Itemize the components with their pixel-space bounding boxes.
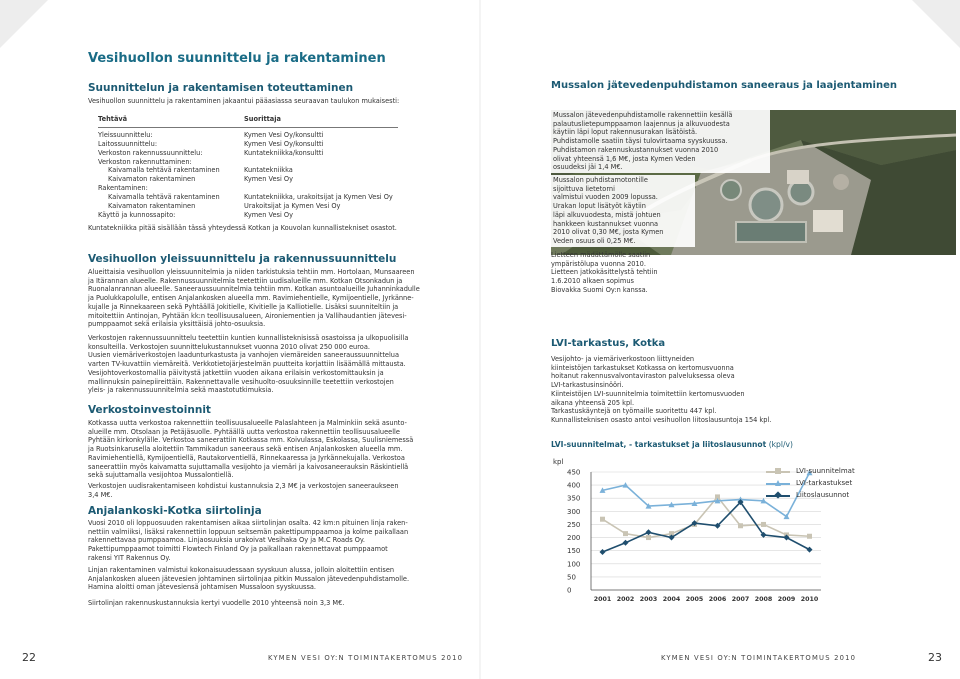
table-cell-doer: Urakoitsijat ja Kymen Vesi Oy [244,202,341,211]
data-point [600,549,606,555]
table-cell-task: Kaivamalla tehtävä rakentaminen [108,166,220,175]
legend-item [766,490,855,502]
x-tick-label: 2010 [800,596,819,603]
page-corner-decoration [0,0,48,48]
legend-item [766,478,855,490]
table-cell-doer: Kymen Vesi Oy/konsultti [244,139,324,148]
table-header-task: Tehtävä [98,115,128,123]
data-point [600,517,605,522]
table-cell-task: Laitossuunnittelu: [98,139,158,148]
table-cell-task: Yleissuunnittelu: [98,130,153,139]
table-row [98,158,428,167]
footer-left: KYMEN VESI OY:N TOIMINTAKERTOMUS 2010 [268,654,464,662]
x-tick-label: 2001 [593,596,612,603]
table-rows [98,131,428,220]
data-point [646,535,651,540]
left-page [0,0,479,679]
table-cell-task: Verkoston rakennuttaminen: [98,157,192,166]
x-tick-label: 2008 [754,596,773,603]
treatment-plant-paragraph-1: Mussalon jätevedenpuhdistamolle rakennettiin kesällä palautuslietepumppaamon laajennus ja alkuvuodesta käytiin läpi loput rakennusurakan lisätöistä. Puhdistamolle saatiin täysi tulovirtaama syyskuussa. Puhdistamon rakennuskustannukset vuonna 2010 olivat yhteensä 1,6 M€, josta Kymen Veden osuudeksi jäi 1,4 M€. [551,110,770,173]
y-tick-label: 350 [567,494,581,503]
data-point [738,523,743,528]
legend-marker [774,491,781,498]
legend-item [766,466,855,478]
table-cell-doer: Kuntatekniikka/konsultti [244,148,324,157]
legend-label: LVI-tarkastukset [796,479,853,487]
page-number-left: 22 [22,651,36,664]
left-page-title: Vesihuollon suunnittelu ja rakentaminen [88,51,386,66]
table-note: Kuntatekniikka pitää sisällään tässä yhteydessä Kotkan ja Kouvolan kunnallistekniset osastot. [88,224,397,232]
table-row [98,202,428,211]
table-cell-doer: Kuntatekniikka, urakoitsijat ja Kymen Vesi Oy [244,193,393,202]
section-heading-treatment-plant: Mussalon jätevedenpuhdistamon saneeraus ja laajentaminen [551,80,897,91]
page-number-right: 23 [928,651,942,664]
table-row [98,193,428,202]
legend-label: LVI-suunnitelmat [796,467,855,475]
right-page [481,0,960,679]
chart-legend [766,466,855,502]
y-tick-label: 50 [567,573,576,582]
table-row [98,149,428,158]
lvi-inspection-paragraph: Vesijohto- ja viemäriverkostoon liittyneiden kiinteistöjen tarkastukset Kotkassa on kertomusvuonna hoitanut rakennusvalvontaviraston palveluksessa oleva LVI-tarkastusinsinööri. Kiinteistöjen LVI-suunnitelmia toimitettiin kertomusvuoden aikana yhteensä 205 kpl. Tarkastuskäyntejä on työmaille suoritettu 447 kpl. Kunnallisteknisen osasto antoi vesihuollon liitoslausuntoja 154 kpl. [551,355,772,424]
section-heading-transfer-line: Anjalankoski-Kotka siirtolinja [88,505,262,517]
network-investments-paragraph-1: Kotkassa uutta verkostoa rakennettiin teollisuusalueelle Palaslahteen ja Malminkiin sekä asunto- alueille mm. Otsolaan ja Petäjäsuolle. Pyhtäällä uutta verkostoa rakennettiin teollisuusalueelle Pyhtään kirkonkylälle. Verkostoa saneerattiin Kotkassa mm. Koivulassa, Eskolassa, Suulisniemessä ja Ruotsinkarusella aloitettiin Tammikadun saneeraus sekä entisen Anjalankosken alueella mm. Ravimiehentiellä, Kymijoentiellä, Rautakorventiellä, Rinnekaaressa ja Jyrkännekujalla. Verkostoa saneerattiin myös kaivamatta sujuttamalla vesijohto ja viemäri ja kaivosaneerauksin Räskintiellä sekä sujuttamalla vesijohtoa Mussalontiellä. [88,419,414,480]
table-cell-task: Kaivamaton rakentaminen [108,175,196,184]
x-tick-label: 2009 [777,596,796,603]
page-corner-decoration [912,0,960,48]
y-tick-label: 150 [567,547,581,556]
table-cell-task: Kaivamalla tehtävä rakentaminen [108,193,220,202]
y-tick-label: 400 [567,481,581,490]
table-divider [98,124,398,128]
chart-title-unit: (kpl/v) [768,440,793,449]
chart-title: LVI-suunnitelmat, - tarkastukset ja liitoslausunnot [551,440,767,449]
transfer-line-paragraph-3: Siirtolinjan rakennuskustannuksia kertyi vuodelle 2010 yhteensä noin 3,3 M€. [88,599,345,607]
x-tick-label: 2002 [616,596,635,603]
table-row [98,184,428,193]
data-point [646,529,652,535]
y-tick-label: 100 [567,560,581,569]
table-header-doer: Suorittaja [244,115,281,123]
x-tick-label: 2007 [731,596,750,603]
table-row [98,175,428,184]
data-point [807,534,812,539]
general-planning-paragraph-1: Alueittaisia vesihuollon yleissuunnitelmia ja niiden tarkistuksia tehtiin mm. Hortolaan, Munsaareen ja Itärannan alueelle. Rakennussuunnitelmia teetettiin uudisalueille mm. Kotkan Otsonkadun ja Ruonalanrannan alueelle. Saneeraussuunnitelmia tehtiin mm. Kotkan asuntoalueille Juhanninkadulle ja Puolukkapolulle, entisen Anjalankosken alueella mm. Ravimiehentielle, Kymijoentielle, Jyrkänne- kujalle ja Rinnekaareen sekä Pyhtäällä Jokitielle, Kivitielle ja Kalliotielle. Lisäksi suunniteltiin ja mitoitettiin Antinojan, Pyhtään kk:n teollisuusalueen, Aironiementien ja Vallihaudantien jätevesi- pumppaamot sekä erilaisia yksittäisiä johto-osuuksia. [88,268,420,329]
table-cell-task: Verkoston rakennussuunnittelu: [98,148,203,157]
legend-label: Liitoslausunnot [796,491,850,499]
y-tick-label: 300 [567,507,581,516]
section-intro: Vesihuollon suunnittelu ja rakentaminen jakaantui pääasiassa seuraavan taulukon mukaisesti: [88,97,400,105]
y-axis-label: kpl [553,458,564,466]
table-cell-task: Rakentaminen: [98,184,148,193]
y-tick-label: 450 [567,468,581,477]
series-line-1 [603,497,810,538]
table-cell-doer: Kymen Vesi Oy [244,210,294,219]
data-point [623,540,629,546]
table-row [98,211,428,220]
transfer-line-paragraph-1: Vuosi 2010 oli loppuosuuden rakentamisen aikaa siirtolinjan osalta. 42 km:n pituinen linja raken- nettiin valmiiksi, lisäksi rakennettiin loppuun seitsemän pakettipumppaamoa ja kolme paikallaan rakennettavaa pumppaamoa. Linjaosuuksia urakoivat Vesihaka Oy ja M.C Roads Oy. Pakettipumppaamot toimitti Flowtech Finland Oy ja paikallaan rakennettavat pumppaamot rakensi YIT Rakennus Oy. [88,519,409,562]
treatment-plant-paragraph-3: Lietteen mädättämölle saatiin ympäristölupa vuonna 2010. Lietteen jatkokäsittelystä tehtiin 1.6.2010 alkaen sopimus Biovakka Suomi Oy:n kanssa. [551,251,658,294]
table-row [98,131,428,140]
table-cell-task: Kaivamaton rakentaminen [108,202,196,211]
table-cell-doer: Kuntatekniikka [244,166,293,175]
x-tick-label: 2005 [685,596,704,603]
table-row [98,166,428,175]
data-point [807,547,813,553]
table-header-row [98,115,428,124]
data-point [623,531,628,536]
section-heading-network-investments: Verkostoinvestoinnit [88,404,211,416]
x-tick-label: 2004 [662,596,681,603]
data-point [761,522,766,527]
table-cell-task: Käyttö ja kunnossapito: [98,210,176,219]
section-heading-general-planning: Vesihuollon yleissuunnittelu ja rakennussuunnittelu [88,253,397,265]
chart-title-line [551,440,793,449]
footer-right: KYMEN VESI OY:N TOIMINTAKERTOMUS 2010 [661,654,857,662]
network-investments-paragraph-2: Verkostojen uudisrakentamiseen kohdistui kustannuksia 2,3 M€ ja verkostojen saneeraukseen 3,4 M€. [88,482,399,499]
x-tick-label: 2006 [708,596,727,603]
table-cell-doer: Kymen Vesi Oy [244,175,294,184]
general-planning-paragraph-2: Verkostojen rakennussuunnittelu teetettiin kuntien kunnallisteknisissä osastoissa ja ulkopuolisilla konsulteilla. Verkostojen suunnittelukustannukset vuonna 2010 olivat 250 000 euroa. Uusien viemäriverkostojen laadunturkastusta ja vanhojen viemäreiden saneeraussuunnittelua varten TV-kuvattiin viemäreitä. Verkkotietojärjestelmän puutteita korjattiin lisäämällä mittausta. Vesijohtoverkostomallia päivitystä jatkettiin vuoden aikana erilaisin verkostomittauksin ja mallinnuksin painepiireittäin. Rakennettavalle vesihuolto-osuuksinnille teetettiin verkostojen yleis- ja rakennussuunnitelmia sekä maastotutkimuksia. [88,334,409,395]
table-cell-doer: Kymen Vesi Oy/konsultti [244,130,324,139]
section-heading-lvi-inspection: LVI-tarkastus, Kotka [551,338,666,349]
responsibility-table [98,115,428,220]
section-heading-planning: Suunnittelun ja rakentamisen toteuttaminen [88,82,354,94]
x-tick-label: 2003 [639,596,658,603]
legend-marker [775,468,781,474]
table-row [98,140,428,149]
transfer-line-paragraph-2: Linjan rakentaminen valmistui kokonaisuudessaan syyskuun alussa, jolloin aloitettiin entisen Anjalankosken alueen jätevesien johtaminen siirtolinjaa pitkin Mussalon jätevedenpuhdistamolle. Hamina aloitti oman jätevesiensä johtamisen Mussaloon syyskuussa. [88,566,410,592]
treatment-plant-paragraph-2: Mussalon puhdistamotontille sijoittuva lietetorni valmistui vuoden 2009 lopussa. Urakan loput lisätyöt käytiin läpi alkuvuodesta, mistä johtuen hankkeen kustannukset vuonna 2010 olivat 0,30 M€, josta Kymen Veden osuus oli 0,25 M€. [551,175,695,247]
y-tick-label: 0 [567,586,572,595]
y-tick-label: 250 [567,520,581,529]
y-tick-label: 200 [567,534,581,543]
